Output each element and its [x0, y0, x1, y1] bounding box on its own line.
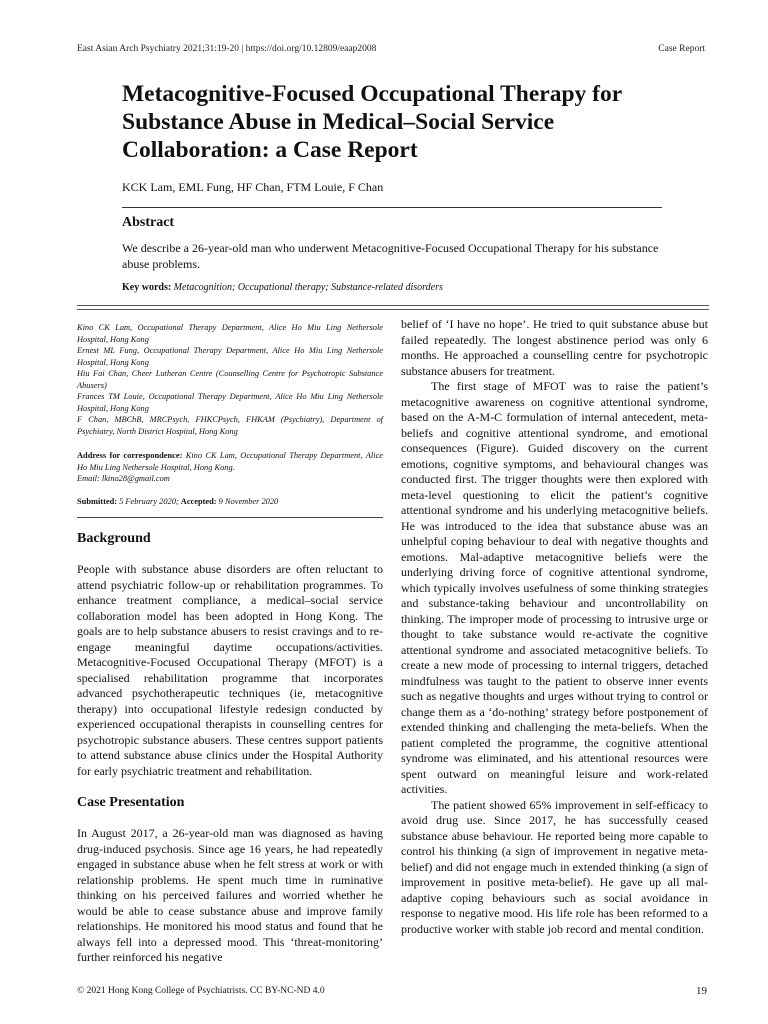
journal-citation: East Asian Arch Psychiatry 2021;31:19-20 | https://doi.org/10.12809/eaap2008 — [77, 44, 377, 54]
article-title: Metacognitive-Focused Occupational Therapy for Substance Abuse in Medical–Social Service Collaboration: a Case Report — [122, 81, 622, 163]
affiliation-item: Hiu Fai Chan, Cheer Lutheran Centre (Counselling Centre for Psychotropic Substance Abusers) — [77, 369, 383, 390]
article-type: Case Report — [658, 44, 705, 54]
title-divider — [122, 207, 662, 208]
case-presentation-text: In August 2017, a 26-year-old man was diagnosed as having drug-induced psychosis. Since age 16 years, he had repeatedly engaged in substance abuse when he felt stress at work or with relationship problems. He spent much time in ruminative thinking on his perceived failures and worried whether he would be able to cease substance abuse and improve family relationships. He monitored his mood status and found that he always fell into a depressed mood. This ‘threat-monitoring’ further reinforced his negative — [77, 826, 383, 964]
abstract-heading: Abstract — [122, 215, 175, 230]
submitted-date: 5 February 2020; — [119, 497, 179, 506]
page-number: 19 — [696, 985, 707, 997]
accepted-label: Accepted: — [180, 497, 217, 506]
affiliation-item: Frances TM Louie, Occupational Therapy Department, Alice Ho Miu Ling Nethersole Hospital, Hong Kong — [77, 392, 383, 413]
submitted-label: Submitted: — [77, 497, 118, 506]
correspondence-label: Address for correspondence: — [77, 451, 183, 460]
dates-divider — [77, 517, 383, 518]
affiliation-item: F Chan, MBChB, MRCPsych, FHKCPsych, FHKAM (Psychiatry), Department of Psychiatry, North District Hospital, Hong Kong — [77, 415, 383, 436]
background-text: People with substance abuse disorders are often reluctant to attend psychiatric follow-up or rehabilitation programmes. To enhance treatment compliance, a medical–social service collaboration model has been adopted in Hong Kong. The goals are to help substance abusers to resist cravings and to re-engage meaningful daytime occupations/activities. Metacognitive-Focused Occupational Therapy (MFOT) is a specialised rehabilitation programme that incorporates advanced psychotherapeutic techniques (ie, metacognitive therapy) into occupational lifestyle redesign conducted by experienced occupational therapists in counselling centres for psychotropic substance abusers. These centres support patients to attend substance abuse clinics under the Hospital Authority for early psychiatric treatment and rehabilitation. — [77, 562, 383, 778]
copyright-notice: © 2021 Hong Kong College of Psychiatrists. CC BY-NC-ND 4.0 — [77, 986, 325, 996]
affiliation-item: Ernest ML Fung, Occupational Therapy Department, Alice Ho Miu Ling Nethersole Hospital, Hong Kong — [77, 346, 383, 367]
correspondence-email: Email: lkino28@gmail.com — [77, 474, 170, 483]
keywords-label: Key words: — [122, 282, 172, 293]
affiliation-item: Kino CK Lam, Occupational Therapy Department, Alice Ho Miu Ling Nethersole Hospital, Hong Kong — [77, 323, 383, 344]
correspondence — [77, 450, 383, 485]
body-paragraph: The first stage of MFOT was to raise the patient’s metacognitive awareness on cognitive attentional syndrome, based on the A-M-C formulation of internal antecedent, meta-beliefs and cognitive attentional syndrome, and emotional consequences (Figure). Guided discovery on the current emotions, cognitive symptoms, and behavioural changes was conducted first. The trigger thoughts were then explored with meta-level questioning to elicit the patient’s cognitive attentional syndrome and his underlying metacognitive beliefs. He was introduced to the idea that substance abuse was an unhelpful coping behaviour to deal with negative thoughts and emotions. Mal-adaptive metacognitive beliefs were the underlying driving force of cognitive attentional syndrome, which typically involves usefulness of some thinking strategies and substance-taking behaviour and uncontrollability on thinking. The improper mode of processing to intrusive urge or thought to take substance would re-activate the cognitive attentional syndrome and associated metacognitive beliefs. To create a new mode of processing to internal triggers, detached mindfulness was taught to the patient to observe inner events such as negative thoughts and urges without trying to control or change them as a ‘do-nothing’ strategy before postponement of extended thinking and challenging the meta-beliefs. When the patient completed the programme, the cognitive attentional syndrome was eliminated, and his attentional resources were spent outward on meaningful leisure and work-related activities. — [401, 379, 708, 796]
author-list: KCK Lam, EML Fung, HF Chan, FTM Louie, F Chan — [122, 180, 384, 194]
keywords-value: Metacognition; Occupational therapy; Substance-related disorders — [173, 282, 443, 293]
affiliations — [77, 322, 383, 437]
case-presentation-heading: Case Presentation — [77, 795, 185, 810]
body-paragraph: belief of ‘I have no hope’. He tried to quit substance abuse but failed repeatedly. The longest abstinence period was only 6 months. He approached a counselling centre for psychotropic substance abusers for treatment. — [401, 317, 708, 378]
body-paragraph: The patient showed 65% improvement in self-efficacy to avoid drug use. Since 2017, he has successfully ceased substance abuse behaviour. He reported being more capable to control his thinking (a sign of improvement in negative meta-belief) and did not engage much in extended thinking (a sign of improvement in positive meta-belief). He gave up all mal-adaptive coping behaviours such as social avoidance in response to negative mood. His life role has been reformed to a productive worker with stable job record and mental condition. — [401, 797, 708, 936]
submission-dates — [77, 497, 383, 506]
correspondence-address: Kino CK Lam, Occupational Therapy Department, Alice Ho Miu Ling Nethersole Hospital, Hong Kong. — [77, 451, 384, 472]
abstract-text: We describe a 26-year-old man who underwent Metacognitive-Focused Occupational Therapy for his substance abuse problems. — [122, 241, 659, 271]
accepted-date: 9 November 2020 — [218, 497, 279, 506]
section-divider-top — [77, 305, 709, 306]
section-divider-bottom — [77, 309, 709, 310]
background-heading: Background — [77, 531, 151, 546]
right-column — [401, 317, 708, 937]
keywords — [122, 282, 682, 293]
